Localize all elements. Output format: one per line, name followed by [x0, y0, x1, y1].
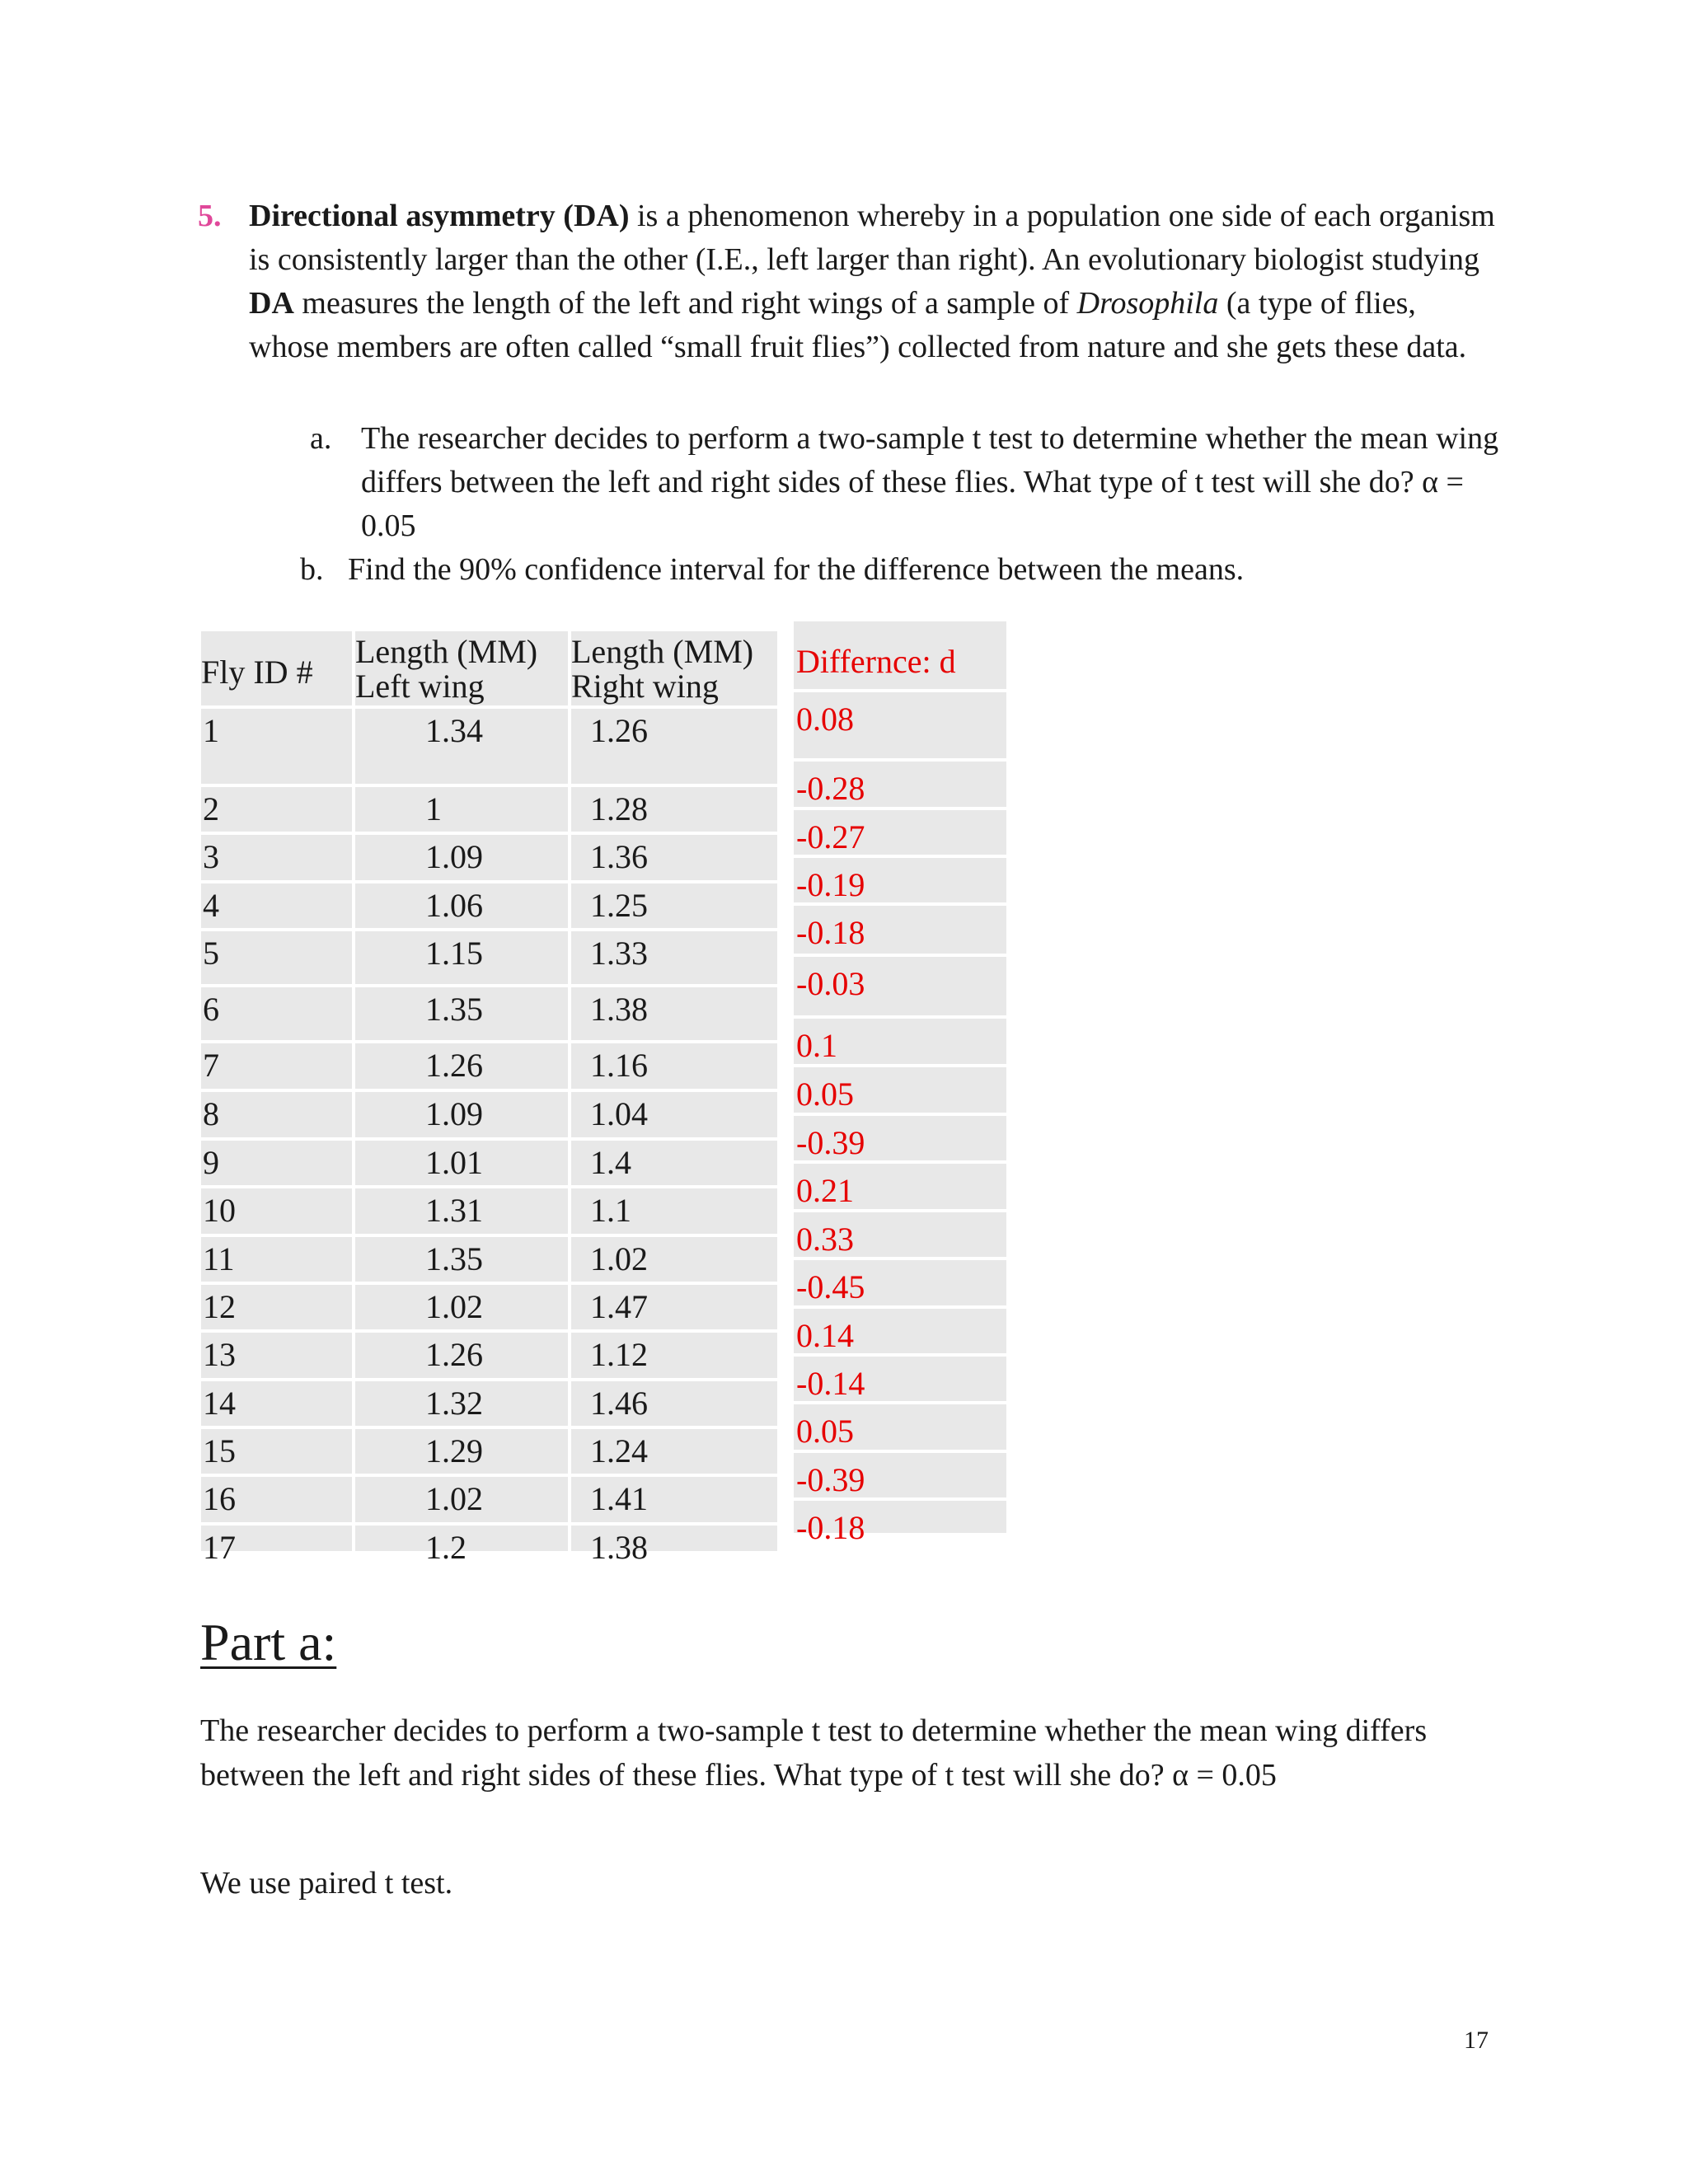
- cell-fly-id: 10: [203, 1192, 236, 1229]
- cell-difference: -0.28: [796, 770, 865, 807]
- cell-fly-id: 9: [203, 1144, 219, 1181]
- row-separator: [355, 1474, 568, 1477]
- cell-fly-id: 3: [203, 838, 219, 875]
- row-separator: [571, 832, 777, 835]
- cell-left-wing: 1.01: [425, 1144, 483, 1181]
- diff-row-separator: [794, 689, 1006, 692]
- row-separator: [201, 1378, 352, 1381]
- cell-difference: 0.33: [796, 1221, 854, 1258]
- row-separator: [355, 1040, 568, 1043]
- intro-part-1: is a phenomenon whereby in a population one side of each organism is consistently larger than the other (I.E., left larger than right). An evolutionary biologist studying: [249, 199, 1495, 277]
- row-separator: [571, 1426, 777, 1429]
- cell-left-wing: 1.2: [425, 1529, 467, 1566]
- cell-fly-id: 15: [203, 1432, 236, 1469]
- cell-right-wing: 1.33: [590, 935, 648, 972]
- row-separator: [201, 705, 352, 709]
- row-separator: [571, 1329, 777, 1333]
- row-separator: [201, 1185, 352, 1188]
- page-number: 17: [1464, 2027, 1489, 2054]
- diff-row-separator: [794, 1015, 1006, 1019]
- row-separator: [355, 1570, 568, 1573]
- cell-difference: -0.39: [796, 1461, 865, 1498]
- part-a-answer: We use paired t test.: [200, 1866, 453, 1900]
- row-separator: [355, 1137, 568, 1141]
- cell-difference: 0.14: [796, 1317, 854, 1354]
- cell-right-wing: 1.26: [590, 712, 648, 749]
- cell-right-wing: 1.46: [590, 1385, 648, 1422]
- cell-fly-id: 1: [203, 712, 219, 749]
- row-separator: [571, 1522, 777, 1526]
- cell-left-wing: 1.35: [425, 1240, 483, 1277]
- cell-right-wing: 1.36: [590, 838, 648, 875]
- term-short-bold: DA: [249, 286, 294, 321]
- cell-difference: 0.08: [796, 701, 854, 738]
- row-separator: [571, 1570, 777, 1573]
- row-separator: [571, 1474, 777, 1477]
- cell-left-wing: 1.02: [425, 1480, 483, 1517]
- row-separator: [355, 1282, 568, 1285]
- cell-difference: -0.18: [796, 1509, 865, 1546]
- cell-difference: -0.27: [796, 818, 865, 855]
- row-separator: [571, 1089, 777, 1092]
- cell-difference: 0.21: [796, 1172, 854, 1209]
- cell-left-wing: 1.26: [425, 1336, 483, 1373]
- cell-right-wing: 1.4: [590, 1144, 631, 1181]
- question-number: 5.: [198, 199, 222, 233]
- row-separator: [571, 1185, 777, 1188]
- part-a-heading: Part a:: [200, 1613, 337, 1671]
- cell-fly-id: 12: [203, 1288, 236, 1325]
- cell-difference: -0.14: [796, 1365, 865, 1402]
- row-separator: [201, 1329, 352, 1333]
- row-separator: [355, 832, 568, 835]
- row-separator: [571, 1282, 777, 1285]
- header-left-wing: Left wing: [355, 668, 485, 705]
- cell-difference: -0.45: [796, 1268, 865, 1305]
- sub-question-b-text: Find the 90% confidence interval for the difference between the means.: [348, 552, 1245, 587]
- cell-difference: -0.03: [796, 965, 865, 1002]
- sub-question-b-letter: b.: [300, 552, 324, 587]
- row-separator: [355, 784, 568, 787]
- cell-fly-id: 13: [203, 1336, 236, 1373]
- cell-right-wing: 1.24: [590, 1432, 648, 1469]
- header-fly-id: Fly ID #: [201, 654, 313, 691]
- row-separator: [355, 1185, 568, 1188]
- cell-fly-id: 14: [203, 1385, 236, 1422]
- genus-italic: Drosophila: [1076, 286, 1219, 321]
- cell-left-wing: 1.06: [425, 887, 483, 924]
- header-right-length: Length (MM): [571, 633, 754, 670]
- cell-difference: -0.19: [796, 866, 865, 903]
- cell-fly-id: 11: [203, 1240, 235, 1277]
- cell-left-wing: 1.09: [425, 838, 483, 875]
- header-left-length: Length (MM): [355, 633, 538, 670]
- row-separator: [571, 984, 777, 987]
- cell-right-wing: 1.28: [590, 790, 648, 827]
- row-separator: [201, 880, 352, 883]
- cell-fly-id: 8: [203, 1095, 219, 1132]
- row-separator: [201, 928, 352, 931]
- sub-question-a-text: The researcher decides to perform a two-sample t test to determine whether the mean wing differs between the left and right sides of these flies. What type of t test will she do? α = 0.05: [361, 421, 1499, 543]
- cell-left-wing: 1.02: [425, 1288, 483, 1325]
- cell-left-wing: 1.29: [425, 1432, 483, 1469]
- sub-question-a-letter: a.: [310, 421, 332, 456]
- row-separator: [571, 880, 777, 883]
- part-a-question: The researcher decides to perform a two-sample t test to determine whether the mean wing differs between the left and right sides of these flies. What type of t test will she do? α = 0.05: [200, 1713, 1428, 1793]
- cell-left-wing: 1.15: [425, 935, 483, 972]
- row-separator: [355, 1378, 568, 1381]
- question-text: [249, 194, 1502, 369]
- row-separator: [201, 784, 352, 787]
- row-separator: [201, 1040, 352, 1043]
- cell-fly-id: 5: [203, 935, 219, 972]
- row-separator: [355, 1329, 568, 1333]
- row-separator: [201, 1282, 352, 1285]
- row-separator: [355, 1234, 568, 1237]
- cell-right-wing: 1.12: [590, 1336, 648, 1373]
- row-separator: [571, 1234, 777, 1237]
- row-separator: [571, 1040, 777, 1043]
- row-separator: [571, 784, 777, 787]
- cell-right-wing: 1.02: [590, 1240, 648, 1277]
- row-separator: [201, 1522, 352, 1526]
- row-separator: [355, 984, 568, 987]
- row-separator: [355, 1522, 568, 1526]
- row-separator: [201, 1089, 352, 1092]
- cell-left-wing: 1.35: [425, 991, 483, 1028]
- cell-difference: -0.18: [796, 914, 865, 951]
- header-right-wing: Right wing: [571, 668, 719, 705]
- cell-right-wing: 1.04: [590, 1095, 648, 1132]
- cell-right-wing: 1.25: [590, 887, 648, 924]
- cell-difference: 0.1: [796, 1027, 837, 1064]
- row-separator: [201, 832, 352, 835]
- cell-fly-id: 16: [203, 1480, 236, 1517]
- row-separator: [571, 928, 777, 931]
- cell-left-wing: 1.31: [425, 1192, 483, 1229]
- row-separator: [201, 1137, 352, 1141]
- cell-right-wing: 1.16: [590, 1047, 648, 1084]
- cell-right-wing: 1.38: [590, 991, 648, 1028]
- term-bold: Directional asymmetry (DA): [249, 199, 630, 233]
- cell-right-wing: 1.41: [590, 1480, 648, 1517]
- cell-fly-id: 4: [203, 887, 219, 924]
- cell-difference: 0.05: [796, 1076, 854, 1113]
- diff-row-separator: [794, 954, 1006, 957]
- row-separator: [201, 1474, 352, 1477]
- cell-fly-id: 7: [203, 1047, 219, 1084]
- cell-left-wing: 1.34: [425, 712, 483, 749]
- cell-difference: -0.39: [796, 1124, 865, 1161]
- cell-difference: 0.05: [796, 1413, 854, 1450]
- cell-right-wing: 1.1: [590, 1192, 631, 1229]
- cell-fly-id: 17: [203, 1529, 236, 1566]
- row-separator: [201, 1234, 352, 1237]
- cell-right-wing: 1.38: [590, 1529, 648, 1566]
- diff-row-separator: [794, 758, 1006, 762]
- cell-fly-id: 6: [203, 991, 219, 1028]
- cell-left-wing: 1.32: [425, 1385, 483, 1422]
- row-separator: [201, 1426, 352, 1429]
- row-separator: [355, 928, 568, 931]
- intro-part-2: measures the length of the left and right wings of a sample of: [293, 286, 1077, 321]
- row-separator: [571, 1378, 777, 1381]
- cell-fly-id: 2: [203, 790, 219, 827]
- row-separator: [571, 1137, 777, 1141]
- row-separator: [201, 984, 352, 987]
- row-separator: [355, 1426, 568, 1429]
- row-separator: [355, 1089, 568, 1092]
- header-difference: Differnce: d: [796, 643, 956, 680]
- cell-left-wing: 1.09: [425, 1095, 483, 1132]
- row-separator: [201, 1570, 352, 1573]
- intro-part-3: (a type of flies, whose members are often called “small fruit flies”) collected from nature and she gets these data.: [249, 286, 1467, 364]
- cell-right-wing: 1.47: [590, 1288, 648, 1325]
- cell-left-wing: 1.26: [425, 1047, 483, 1084]
- row-separator: [355, 880, 568, 883]
- cell-left-wing: 1: [425, 790, 442, 827]
